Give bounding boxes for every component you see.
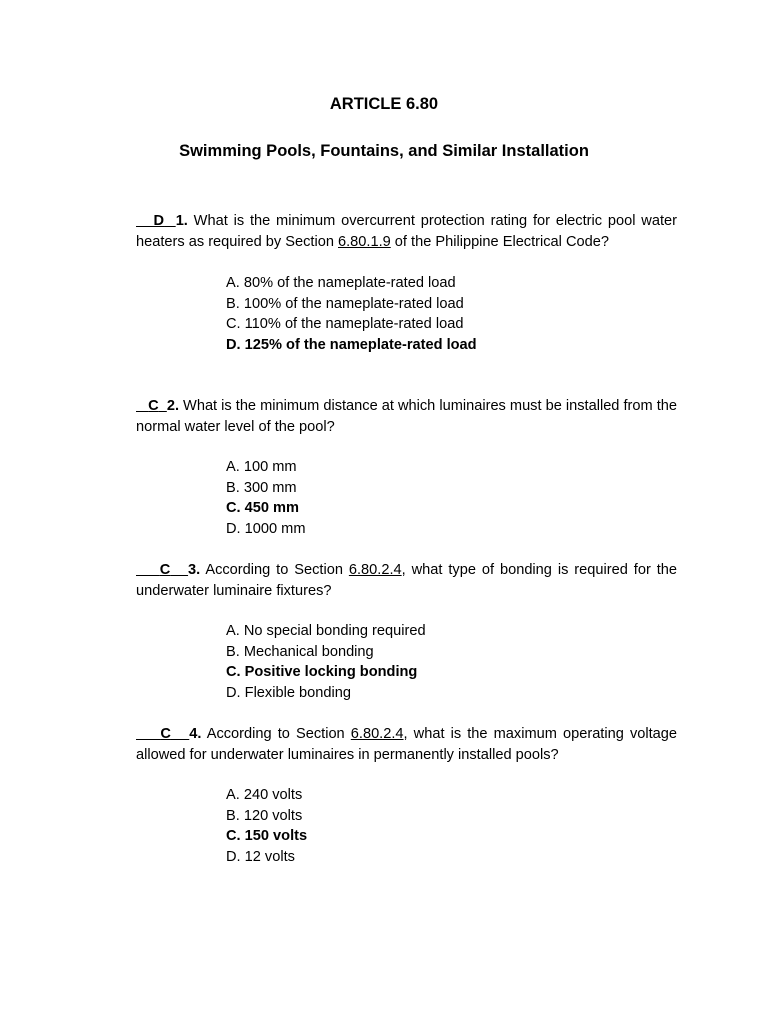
option-a: A. 240 volts — [226, 787, 303, 803]
question-text — [136, 724, 677, 765]
question-text — [136, 560, 677, 601]
question-text — [136, 396, 677, 437]
answer-letter: C — [148, 398, 159, 414]
section-reference: 6.80.2.4 — [350, 726, 404, 742]
answer-letter: C — [160, 726, 171, 742]
question-text-after: , what type of bonding is required for the underwater luminaire fixtures? — [136, 562, 678, 599]
question-text-before: According to Section — [201, 726, 351, 742]
question-text-after: of the Philippine Electrical Code? — [390, 233, 609, 250]
option-d: D. 12 volts — [226, 848, 295, 865]
option-d-correct: D. 125% of the nameplate-rated load — [226, 336, 477, 353]
answer-blank — [136, 398, 167, 414]
question-4 — [136, 724, 677, 865]
options-list — [226, 457, 305, 539]
question-number: 4. — [189, 726, 202, 742]
article-subtitle: Swimming Pools, Fountains, and Similar Installation — [179, 142, 589, 160]
question-text-before: What is the minimum overcurrent protection rating for electric pool water heaters as required by Section — [136, 213, 677, 250]
section-reference: 6.80.1.9 — [338, 233, 391, 250]
question-text-before: What is the minimum distance at which luminaires must be installed from the normal water level of the pool? — [136, 398, 678, 435]
option-a: A. No special bonding required — [226, 623, 426, 639]
options-list — [226, 785, 307, 867]
option-b: B. 300 mm — [226, 479, 297, 496]
option-b: B. 120 volts — [226, 807, 303, 824]
option-b: B. 100% of the nameplate-rated load — [226, 295, 464, 312]
question-2 — [136, 396, 678, 537]
option-c-correct: C. 450 mm — [226, 500, 300, 516]
section-reference: 6.80.2.4 — [348, 562, 402, 578]
option-a: A. 100 mm — [226, 459, 297, 475]
question-number: 3. — [188, 562, 201, 578]
question-text-after: , what is the maximum operating voltage allowed for underwater luminaires in permanently installed pools? — [136, 726, 677, 763]
question-text — [136, 211, 677, 252]
answer-blank — [136, 726, 189, 742]
option-c: C. 110% of the nameplate-rated load — [226, 316, 464, 332]
question-text-before: According to Section — [200, 562, 349, 578]
option-c-correct: C. Positive locking bonding — [226, 664, 418, 680]
answer-blank — [136, 213, 176, 229]
option-a: A. 80% of the nameplate-rated load — [226, 275, 456, 291]
article-title: ARTICLE 6.80 — [329, 95, 439, 113]
option-b: B. Mechanical bonding — [226, 643, 374, 660]
option-d: D. 1000 mm — [226, 520, 306, 537]
options-list — [226, 273, 477, 355]
answer-blank — [136, 562, 188, 578]
answer-letter: D — [153, 213, 165, 229]
option-c-correct: C. 150 volts — [226, 828, 308, 844]
options-list — [226, 621, 426, 703]
question-3 — [136, 560, 678, 701]
option-d: D. Flexible bonding — [226, 684, 351, 701]
question-number: 1. — [175, 213, 188, 229]
question-1 — [136, 211, 677, 353]
question-number: 2. — [166, 398, 179, 414]
answer-letter: C — [159, 562, 171, 578]
